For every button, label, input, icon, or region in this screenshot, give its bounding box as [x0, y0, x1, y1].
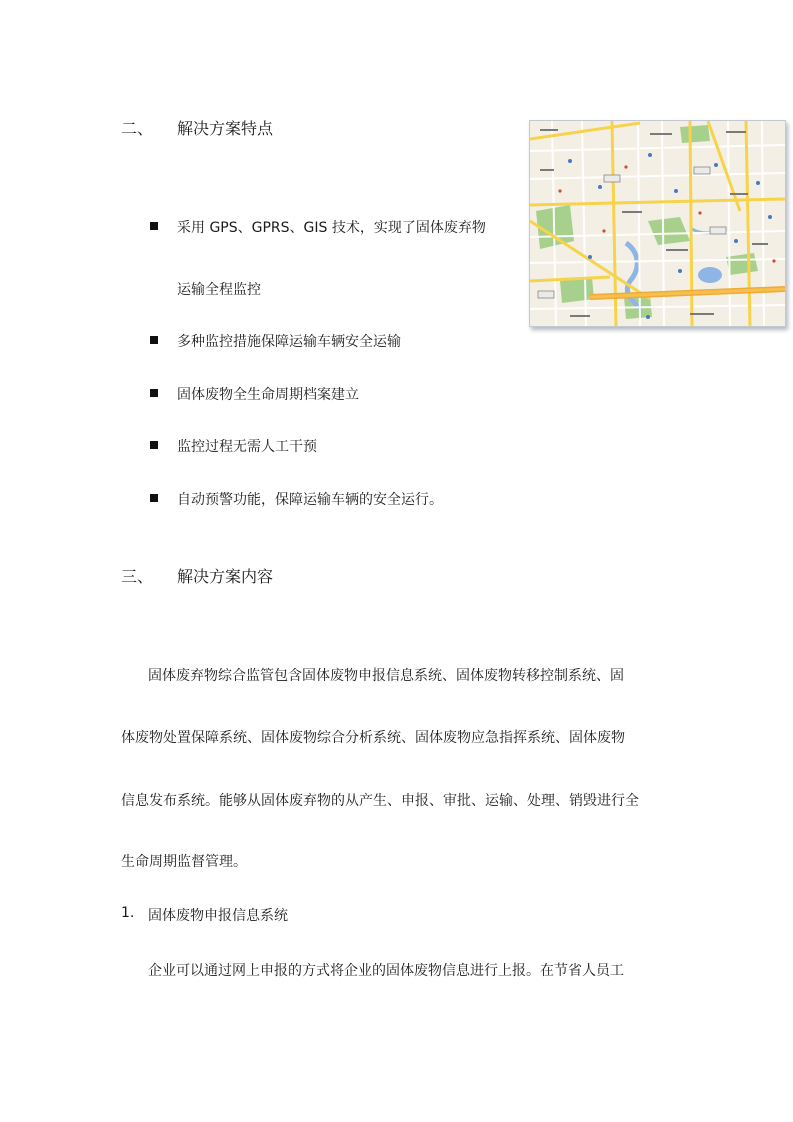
bullet-square-icon — [150, 389, 158, 397]
section-number: 三、 — [121, 567, 154, 586]
bullet-square-icon — [150, 441, 158, 449]
section-heading-3 — [121, 564, 421, 586]
intro-paragraph-line: 信息发布系统。能够从固体废弃物的从产生、申报、审批、运输、处理、销毁进行全 — [121, 793, 639, 809]
feature-item — [150, 331, 520, 351]
feature-item — [150, 384, 520, 404]
bullet-square-icon — [150, 336, 158, 344]
section-number: 二、 — [121, 119, 154, 138]
subsection-title: 固体废物申报信息系统 — [148, 908, 288, 924]
bullet-square-icon — [150, 222, 158, 230]
feature-text: 监控过程无需人工干预 — [177, 439, 317, 455]
feature-text: 固体废物全生命周期档案建立 — [177, 387, 359, 403]
feature-item — [150, 217, 520, 303]
feature-text: 多种监控措施保障运输车辆安全运输 — [177, 334, 401, 350]
map-graphic — [530, 121, 785, 326]
intro-paragraph-line: 固体废弃物综合监管包含固体废物申报信息系统、固体废物转移控制系统、固 — [148, 668, 624, 684]
intro-paragraph-line: 生命周期监督管理。 — [121, 854, 247, 870]
section-title: 解决方案内容 — [177, 567, 274, 586]
feature-text: 采用 GPS、GPRS、GIS 技术，实现了固体废弃物 — [177, 220, 486, 236]
feature-text: 自动预警功能，保障运输车辆的安全运行。 — [177, 492, 443, 508]
bullet-square-icon — [150, 494, 158, 502]
intro-paragraph-line: 体废物处置保障系统、固体废物综合分析系统、固体废物应急指挥系统、固体废物 — [121, 730, 625, 746]
section-heading-2 — [121, 116, 421, 138]
section-title: 解决方案特点 — [177, 119, 274, 138]
feature-item — [150, 436, 520, 456]
feature-text-continued: 运输全程监控 — [177, 282, 261, 298]
feature-item — [150, 489, 520, 509]
subsection-heading-1 — [121, 905, 421, 925]
subsection-number: 1. — [121, 905, 135, 921]
subsection-text: 企业可以通过网上申报的方式将企业的固体废物信息进行上报。在节省人员工 — [148, 963, 624, 979]
city-map-image — [529, 120, 786, 327]
